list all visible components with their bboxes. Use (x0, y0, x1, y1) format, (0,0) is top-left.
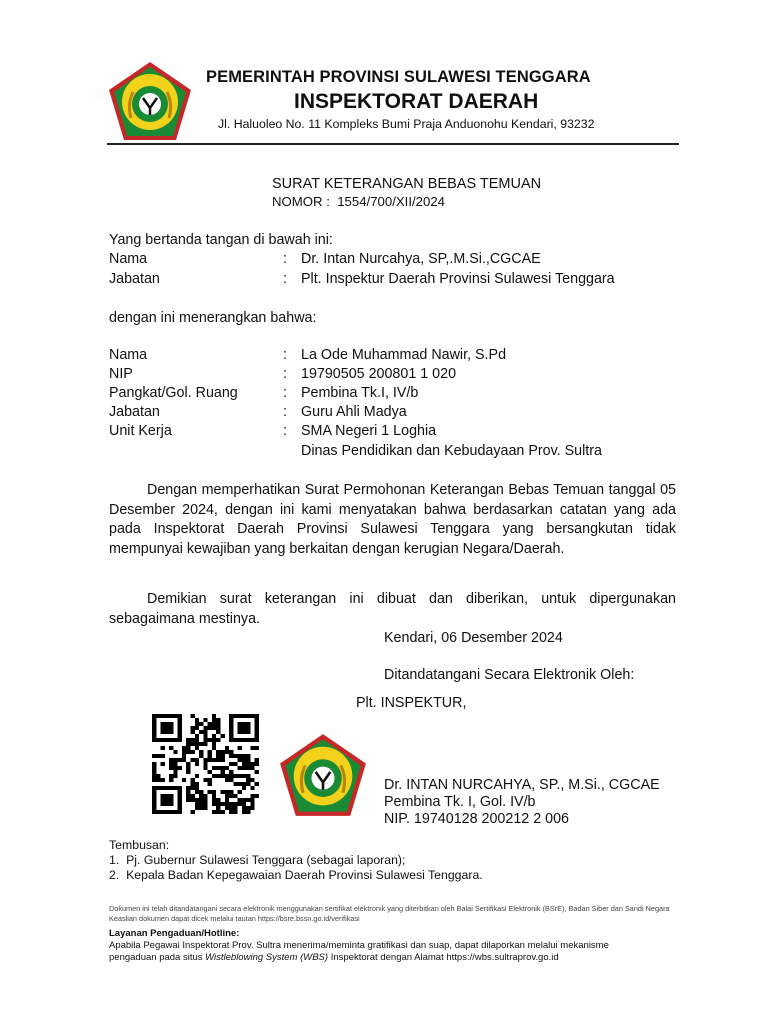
seal-logo (278, 731, 368, 819)
subject-rank-colon: : (283, 385, 287, 401)
signer-role: Plt. INSPEKTUR, (356, 695, 467, 711)
letter-number-label: NOMOR : (272, 194, 330, 209)
subject-rank-value: Pembina Tk.I, IV/b (301, 385, 419, 401)
subject-name-value: La Ode Muhammad Nawir, S.Pd (301, 347, 507, 363)
hotline-line2: pengaduan pada situs Wistleblowing System (WBS) Inspektorat dengan Alamat https://wbs.sultraprov.go.id (109, 952, 559, 963)
subject-unit-colon: : (283, 423, 287, 439)
header-divider (107, 143, 679, 145)
signer-rank: Pembina Tk. I, Gol. IV/b (384, 794, 536, 810)
subject-position-colon: : (283, 404, 287, 420)
hotline-line1: Apabila Pegawai Inspektorat Prov. Sultra menerima/meminta gratifikasi dan suap, dapat dilaporkan melalui mekanisme (109, 940, 609, 951)
cc-item-2: 2. Kepala Badan Kepegawaian Daerah Provinsi Sulawesi Tenggara. (109, 868, 483, 882)
subject-position-label: Jabatan (109, 404, 160, 420)
signer-position-label: Jabatan (109, 271, 160, 287)
body-paragraph-1: Dengan memperhatikan Surat Permohonan Keterangan Bebas Temuan tanggal 05 Desember 2024, dengan ini kami menyatakan bahwa berdasarkan catatan yang ada pada Inspektorat Daerah Provinsi Sulawesi Tenggara yang bersangkutan tidak mempunyai kewajiban yang berkaitan dengan kerugian Negara/Daerah. (109, 482, 676, 557)
letter-title: SURAT KETERANGAN BEBAS TEMUAN (272, 176, 542, 192)
province-logo (107, 60, 193, 142)
bsre-note-line1: Dokumen ini telah ditandatangani secara elektronik menggunakan sertifikat elektronik yang diterbitkan oleh Balai Sertifikasi Elektronik (BSrE), Badan Siber dan Sandi Negara (109, 904, 670, 913)
body-paragraph-2: Demikian surat keterangan ini dibuat dan diberikan, untuk dipergunakan sebagaimana mestinya. (109, 591, 676, 627)
signer-position-colon: : (283, 271, 287, 287)
subject-nip-value: 19790505 200801 1 020 (301, 366, 457, 382)
hotline-label: Layanan Pengaduan/Hotline: (109, 928, 240, 939)
electronic-sign-note: Ditandatangani Secara Elektronik Oleh: (384, 667, 635, 683)
signer-name-value: Dr. Intan Nurcahya, SP,.M.Si.,CGCAE (301, 251, 541, 267)
qr-code (152, 714, 259, 814)
subject-unit-label: Unit Kerja (109, 423, 172, 439)
letter-number (272, 194, 445, 209)
subject-nip-colon: : (283, 366, 287, 382)
agency-name: INSPEKTORAT DAERAH (294, 90, 539, 113)
signer-position-value: Plt. Inspektur Daerah Provinsi Sulawesi Tenggara (301, 271, 615, 287)
letter-number-value: 1554/700/XII/2024 (337, 194, 446, 209)
cc-item-1: 1. Pj. Gubernur Sulawesi Tenggara (sebagai laporan); (109, 853, 406, 867)
bsre-note-line2: Keaslian dokumen dapat dicek melalui tautan https://bsre.bssn.go.id/verifikasi (109, 914, 360, 923)
subject-position-value: Guru Ahli Madya (301, 404, 407, 420)
wbs-name: Wistleblowing System (WBS) (205, 952, 329, 963)
subject-unit-line2: Dinas Pendidikan dan Kebudayaan Prov. Sultra (301, 443, 602, 459)
subject-unit-value: SMA Negeri 1 Loghia (301, 423, 437, 439)
signer-name-colon: : (283, 251, 287, 267)
government-name: PEMERINTAH PROVINSI SULAWESI TENGGARA (206, 68, 591, 86)
statement-line: dengan ini menerangkan bahwa: (109, 310, 317, 326)
subject-name-colon: : (283, 347, 287, 363)
subject-rank-label: Pangkat/Gol. Ruang (109, 385, 238, 401)
agency-address: Jl. Haluoleo No. 11 Kompleks Bumi Praja Anduonohu Kendari, 93232 (218, 117, 595, 131)
place-date: Kendari, 06 Desember 2024 (384, 630, 563, 646)
cc-label: Tembusan: (109, 838, 170, 852)
signer-full-name: Dr. INTAN NURCAHYA, SP., M.Si., CGCAE (384, 777, 660, 793)
signer-name-label: Nama (109, 251, 148, 267)
signer-intro: Yang bertanda tangan di bawah ini: (109, 232, 333, 248)
subject-name-label: Nama (109, 347, 148, 363)
subject-nip-label: NIP (109, 366, 133, 382)
signer-nip: NIP. 19740128 200212 2 006 (384, 811, 569, 827)
